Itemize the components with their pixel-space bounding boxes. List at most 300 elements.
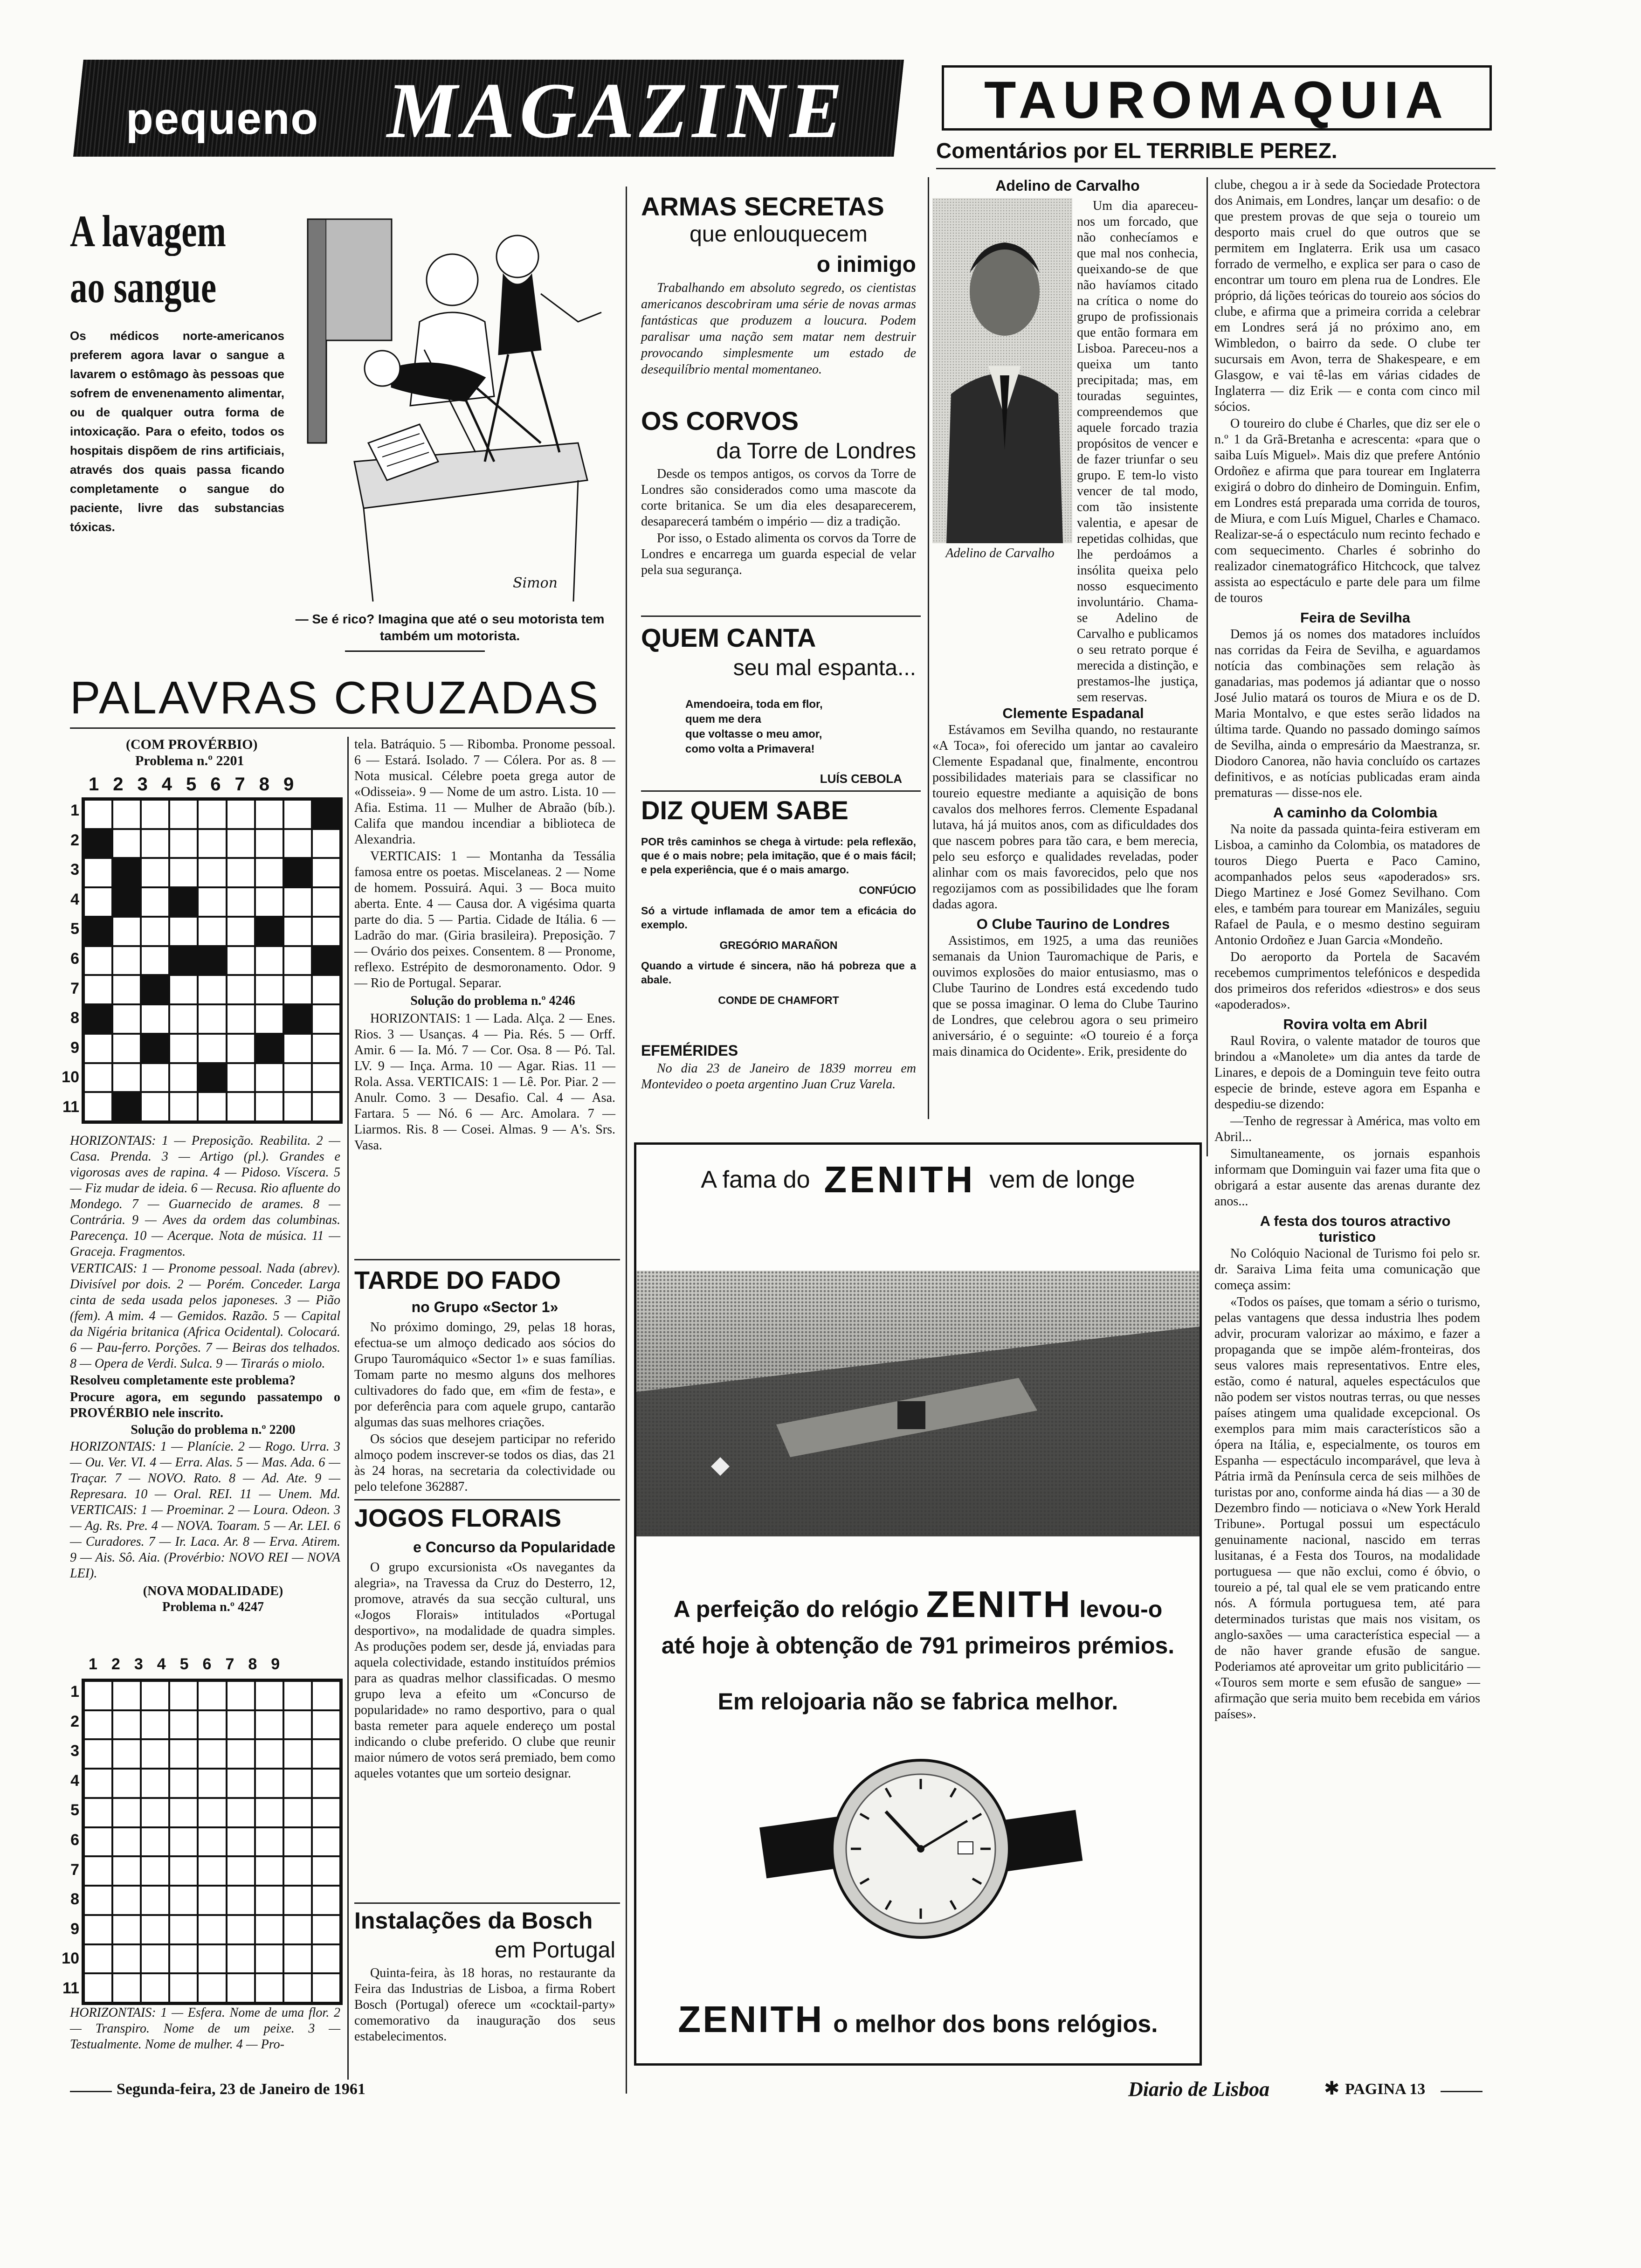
crossword-cell[interactable]: [141, 1973, 169, 2003]
crossword-cell[interactable]: [255, 829, 283, 858]
crossword-cell[interactable]: [141, 1944, 169, 1974]
crossword-cell: [141, 1034, 169, 1063]
tauro-col-a: [932, 702, 1198, 1154]
crossword-cell[interactable]: [112, 1710, 141, 1740]
crossword-cell[interactable]: [112, 975, 141, 1004]
zenith-ad[interactable]: [634, 1142, 1202, 2066]
crossword-cell[interactable]: [255, 1886, 283, 1915]
cartoon-signature: Simon: [513, 575, 558, 591]
crossword-cell[interactable]: [84, 1710, 112, 1740]
crossword-cell[interactable]: [198, 1769, 226, 1798]
crossword-cell[interactable]: [112, 1856, 141, 1886]
tauro-rule: [936, 168, 1496, 169]
adelino-text-cont: [932, 585, 1198, 697]
crossword-row-number: 7: [70, 1860, 79, 1879]
crossword-cell[interactable]: [112, 1681, 141, 1710]
crossword-cell[interactable]: [227, 1944, 255, 1974]
feira-head: Feira de Sevilha: [1300, 609, 1411, 626]
crossword-cell[interactable]: [312, 1886, 340, 1915]
crossword-cell[interactable]: [198, 829, 226, 858]
crossword-row-number: 11: [62, 1979, 79, 1997]
crossword-cell[interactable]: [227, 1856, 255, 1886]
p1-resolva: Resolveu completamente este problema?: [70, 1373, 296, 1388]
corvos-p1: Desde os tempos antigos, os corvos da Torre de Londres são considerados como uma mascote da corte britanica. Se um dia eles desaparecerem, desaparecerá também o império — diz a tradição.: [641, 467, 916, 529]
quemcanta-poem: [685, 697, 823, 757]
crossword-cell[interactable]: [169, 975, 198, 1004]
crossword-cell[interactable]: [84, 1034, 112, 1063]
crossword-cell[interactable]: [255, 1915, 283, 1944]
crossword-cell[interactable]: [84, 946, 112, 975]
crossword-cell[interactable]: [84, 800, 112, 829]
crossword-cell[interactable]: [169, 1092, 198, 1121]
crossword-cell[interactable]: [312, 1798, 340, 1827]
bosch-p1: Quinta-feira, às 18 horas, no restaurante da Feira das Industrias de Lisboa, a firma Robert Bosch (Portugal) oferece um «cocktail-party» comemorativo da inauguração dos seus estabelecimentos.: [354, 1966, 615, 2044]
crossword-cell[interactable]: [283, 946, 312, 975]
quemcanta-rule: [641, 615, 921, 617]
armas-p1: Trabalhando em absoluto segredo, os cientistas americanos descobriram uma série de novas armas fantásticas que produzem a loucura. Podem paralisar uma nação sem matar nem destruir provocando simplesmente um estado de desequilíbrio mental momentaneo.: [641, 281, 916, 377]
crossword-cell: [169, 887, 198, 917]
dizquem-rule: [641, 790, 921, 792]
zenith-photo: [636, 1271, 1200, 1536]
zenith-brand-bottom: ZENITH: [678, 1998, 824, 2040]
crossword-cell[interactable]: [227, 1004, 255, 1034]
crossword-cell[interactable]: [312, 887, 340, 917]
crossword-cell[interactable]: [112, 1915, 141, 1944]
crossword-cell[interactable]: [141, 1681, 169, 1710]
crossword-cell[interactable]: [84, 887, 112, 917]
crossword-cell[interactable]: [198, 1004, 226, 1034]
crossword-cell[interactable]: [198, 975, 226, 1004]
armas-title: ARMAS SECRETAS: [641, 192, 884, 221]
zenith-line2: até hoje à obtenção de 791 primeiros prémios.: [661, 1632, 1175, 1659]
crossword-cell[interactable]: [312, 1710, 340, 1740]
fado-text: [354, 1320, 615, 1497]
crossword-cell[interactable]: [112, 946, 141, 975]
crossword-cell[interactable]: [198, 1798, 226, 1827]
crossword-cell[interactable]: [198, 1827, 226, 1857]
crossword-cell: [84, 1004, 112, 1034]
cruzadas-right-col: [354, 737, 615, 1250]
crossword-cell[interactable]: [283, 1915, 312, 1944]
crossword-cell[interactable]: [112, 1769, 141, 1798]
crossword-cell[interactable]: [255, 1710, 283, 1740]
cruzadas-title: PALAVRAS CRUZADAS: [70, 672, 600, 723]
crossword-cell[interactable]: [84, 1063, 112, 1093]
zenith-watch: [762, 1751, 1079, 1947]
footer-date: Segunda-feira, 23 de Janeiro de 1961: [117, 2081, 365, 2098]
crossword-cell[interactable]: [169, 1798, 198, 1827]
corvos-p2: Por isso, o Estado alimenta os corvos da Torre de Londres e encarrega um guarda especial de velar pela sua segurança.: [641, 531, 916, 577]
sol-2200: HORIZONTAIS: 1 — Planície. 2 — Rogo. Urra. 3 — Ou. Ver. VI. 4 — Erra. Alas. 5 — Mas. Ada. 6 — Traçar. 7 — NOVO. Rato. 8 — Ad. Ate. 9 — Represara. 10 — Oral. REI. 11 — Unem. Md. VERTICAIS: 1 — Proeminar. 2 — Loura. Odeon. 3 — Ag. Rs. Pre. 4 — NOVA. Toaram. 5 — Ar. LEI. 6 — Curadores. 7 — Ir. Laca. Ar. 8 — Erva. Atirem. 9 — Ais. Sô. Aia. (Provérbio: NOVO REI — NOVA LEI).: [70, 1439, 340, 1581]
corvos-sub: da Torre de Londres: [716, 439, 916, 463]
p1-col-numbers: 123456789: [89, 774, 308, 795]
crossword-row-number: 5: [70, 920, 79, 938]
crossword-cell[interactable]: [198, 1944, 226, 1974]
crossword-cell[interactable]: [112, 1798, 141, 1827]
crossword-cell[interactable]: [227, 1886, 255, 1915]
colombia-p1: Na noite da passada quinta-feira estiveram em Lisboa, a caminho da Colombia, os matadores de touros Diego Puerta e Paco Camino, acompanhados pelos seus «apoderados» srs. Diego Martinez e José Gomez Sevilhano. Com eles, e também para tourear em Manizáles, seguiu Rafael de Paula, e o mesmo destino seguiram Antonio Ordoñez e Juan Garcia «Mondeño.: [1214, 822, 1480, 947]
crossword-cell[interactable]: [169, 1915, 198, 1944]
crossword-cell[interactable]: [312, 917, 340, 946]
crossword-cell[interactable]: [141, 800, 169, 829]
crossword-cell[interactable]: [227, 1710, 255, 1740]
crossword-cell[interactable]: [255, 1739, 283, 1769]
crossword-cell[interactable]: [198, 1886, 226, 1915]
zenith-brand-mid: ZENITH: [926, 1583, 1072, 1625]
crossword-cell[interactable]: [198, 1973, 226, 2003]
crossword-cell[interactable]: [312, 1034, 340, 1063]
crossword-cell[interactable]: [227, 1034, 255, 1063]
crossword-cell: [283, 1004, 312, 1034]
masthead-magazine: MAGAZINE: [387, 67, 847, 154]
crossword-cell[interactable]: [112, 1886, 141, 1915]
crossword-cell[interactable]: [84, 1856, 112, 1886]
crossword-row-number: 8: [70, 1890, 79, 1908]
crossword-row-number: 1: [70, 1683, 79, 1701]
crossword-cell[interactable]: [227, 917, 255, 946]
crossword-cell[interactable]: [169, 1944, 198, 1974]
crossword-cell[interactable]: [255, 887, 283, 917]
crossword-cell[interactable]: [169, 1827, 198, 1857]
dizquem-a2: GREGÓRIO MARAÑON: [719, 939, 838, 951]
crossword-row-number: 6: [70, 1831, 79, 1849]
crossword-grid-2[interactable]: [82, 1679, 343, 2005]
crossword-cell[interactable]: [227, 1798, 255, 1827]
tauro-byline: Comentários por EL TERRIBLE PEREZ.: [936, 138, 1338, 163]
p1-vert: VERTICAIS: 1 — Pronome pessoal. Nada (abrev). Divisível por dois. 2 — Porém. Conceder. Larga cinta de seda usada pelos japoneses. 3 — Pião (fem). A mim. 4 — Gemidos. Razão. 5 — Capital da Nigéria britanica (Africa Ocidental). Colocará. 6 — Pau-ferro. Porções. 7 — Beiras dos telhados. 8 — Opera de Verdi. Sulca. 9 — Tirarás o miolo.: [70, 1261, 340, 1371]
crossword-cell[interactable]: [255, 1063, 283, 1093]
crossword-cell[interactable]: [169, 800, 198, 829]
crossword-cell[interactable]: [227, 1915, 255, 1944]
crossword-cell[interactable]: [227, 887, 255, 917]
crossword-cell[interactable]: [198, 1034, 226, 1063]
poem-line-4: como volta a Primavera!: [685, 743, 815, 755]
crossword-cell[interactable]: [312, 1973, 340, 2003]
crossword-cell[interactable]: [255, 800, 283, 829]
sol-2200-head: Solução do problema n.º 2200: [131, 1423, 296, 1437]
crossword-cell[interactable]: [141, 858, 169, 887]
crossword-cell[interactable]: [312, 975, 340, 1004]
crossword-cell[interactable]: [198, 1092, 226, 1121]
crossword-cell[interactable]: [227, 800, 255, 829]
crossword-cell[interactable]: [255, 1798, 283, 1827]
crossword-cell[interactable]: [169, 1886, 198, 1915]
festa-p2: «Todos os países, que tomam a sério o turismo, pelas vantagens que dessa industria lhes podem advir, procuram valorizar ao máximo, e fazer a propaganda que se impõe além-fronteiras, dos seus valores mais representativos. Entre eles, estão, como é natural, aqueles espectáculos que não podem ser vistos noutras terras, ou que nesses países atingem uma qualidade excepcional. Os exemplos para mim mais característicos são a ópera na Itália, e, especialmente, os touros em Espanha — espectáculo incomparável, que leva à Pátria irmã da Península cerca de seis milhões de turistas por ano, conforme ainda há dias — a 30 de Dezembro findo — noticiava o «New York Herald Tribune». Portugal possui um espectáculo genuinamente nacional, nascido em terras lusitanas, é a Festa dos Touros, na modalidade portuguesa — que não exclui, como é óbvio, o toureio a pé, tal qual ele se vem praticando entre nós. A fórmula portuguesa tem, até para determinados turistas que mais nos visitam, os anglo-saxões — uma característica especial — a de não haver grande efusão de sangue. Poderiamos até aproveitar um grito publicitário — «Touros sem morte e sem efusão de sangue» — afirmação que seria muito bem recebida em vários países».: [1214, 1295, 1480, 1722]
jogos-title: JOGOS FLORAIS: [354, 1504, 562, 1532]
fado-rule: [354, 1259, 620, 1260]
adelino-p1: Um dia apareceu-nos um forcado, que não conhecíamos e que mal nos conhecia, queixando-se de que não havíamos citado na crítica o nome do grupo de profissionais que então formara em Lisboa. Pareceu-nos a queixa um tanto precipitada; mas, em touradas seguintes, compreendemos que aquele forcado trazia propósitos de vencer e de fazer triunfar o seu grupo. E tem-lo visto vencer de tal modo, com tão insistente valentia, e apesar de repetidas colhidas, que lhe perdoámos a insólita queixa pelo nosso esquecimento involuntário. Chama-se Adelino de Carvalho e publicamos o seu retrato porque é merecida a distinção, e prestamos-lhe justiça, sem reservas.: [1077, 199, 1198, 705]
p2-horiz: HORIZONTAIS: 1 — Esfera. Nome de uma flor. 2 — Transpiro. Nome de um peixe. 3 — Testualmente. Nome de mulher. 4 — Pro-: [70, 2005, 340, 2052]
dizquem-q3: Quando a virtude é sincera, não há pobreza que a abale.: [641, 960, 916, 986]
crossword-cell: [112, 887, 141, 917]
zenith-line1b: levou-o: [1079, 1596, 1163, 1622]
crossword-cell[interactable]: [283, 1944, 312, 1974]
crossword-cell[interactable]: [169, 1063, 198, 1093]
crossword-cell[interactable]: [198, 1856, 226, 1886]
crossword-cell[interactable]: [84, 858, 112, 887]
crossword-cell[interactable]: [283, 1681, 312, 1710]
crossword-cell[interactable]: [84, 1092, 112, 1121]
crossword-cell[interactable]: [283, 800, 312, 829]
colombia-p2: Do aeroporto da Portela de Sacavém recebemos cumprimentos telefónicos e despedida dos primeiros dos referidos «diestros» e dos seus «apoderados».: [1214, 950, 1480, 1012]
crossword-cell[interactable]: [141, 917, 169, 946]
crossword-cell[interactable]: [312, 1063, 340, 1093]
crossword-cell[interactable]: [84, 1827, 112, 1857]
crossword-cell[interactable]: [255, 1004, 283, 1034]
crossword-cell[interactable]: [312, 1827, 340, 1857]
crossword-cell[interactable]: [141, 1886, 169, 1915]
crossword-cell[interactable]: [283, 1063, 312, 1093]
crossword-cell: [198, 1063, 226, 1093]
corvos-text: [641, 466, 916, 615]
crossword-cell[interactable]: [169, 1973, 198, 2003]
crossword-cell: [141, 975, 169, 1004]
crossword-cell[interactable]: [141, 1856, 169, 1886]
p2-col2: tela. Batráquio. 5 — Ribomba. Pronome pessoal. 6 — Estará. Isolado. 7 — Cólera. Por as. 8 — Nota musical. Célebre poeta grega autor de «Odisseia». 9 — Nome de um astro. Lista. 10 — Afia. Estima. 11 — Mulher de Abraão (bíb.). Califa que mandou incendiar a biblioteca de Alexandria.: [354, 737, 615, 847]
crossword-cell: [312, 800, 340, 829]
crossword-cell[interactable]: [169, 1681, 198, 1710]
crossword-cell[interactable]: [112, 1973, 141, 2003]
crossword-cell[interactable]: [312, 1856, 340, 1886]
dizquem-text: [641, 835, 916, 1058]
crossword-cell[interactable]: [312, 1739, 340, 1769]
crossword-cell[interactable]: [169, 1034, 198, 1063]
crossword-cell[interactable]: [283, 1886, 312, 1915]
crossword-cell[interactable]: [169, 1004, 198, 1034]
col3-p2: O toureiro do clube é Charles, que diz ser ele o n.º 1 da Grã-Bretanha e acrescenta: «para que o saiba Luís Miguel». Mais diz que prefere António Ordoñez e afirma que para tourear em Inglaterra exigirá o dobro do dinheiro de Dominguin. Enfim, em Londres está preparada uma corrida de touros, de Miura, e com Luís Miguel, Charles e Chamaco. Realizar-se-á o espectáculo num recinto fechado e com sequecimento. Charles é sobrinho do realizador cinematográfico Hitchcock, que talvez assista ao espectáculo e parte dele para um filme de touros: [1214, 416, 1480, 605]
crossword-cell[interactable]: [141, 1798, 169, 1827]
crossword-cell[interactable]: [198, 887, 226, 917]
crossword-row-number: 1: [70, 802, 79, 819]
crossword-cell[interactable]: [84, 1915, 112, 1944]
adelino-photo: [932, 198, 1072, 543]
footer-star: ✱: [1324, 2078, 1340, 2099]
footer-page: PAGINA 13: [1345, 2081, 1426, 2098]
poem-line-1: Amendoeira, toda em flor,: [685, 698, 823, 711]
crossword-cell[interactable]: [84, 1973, 112, 2003]
crossword-cell[interactable]: [169, 1739, 198, 1769]
crossword-cell[interactable]: [227, 829, 255, 858]
crossword-cell[interactable]: [312, 1944, 340, 1974]
sol-4246-head: Solução do problema n.º 4246: [410, 994, 575, 1008]
p1-num: Problema n.º 2201: [135, 753, 244, 768]
fado-p2: Os sócios que desejem participar no referido almoço podem inscrever-se todos os dias, das 21 às 24 horas, na secretaria da colectividade ou pelo telefone 362887.: [354, 1432, 615, 1494]
rovira-p2: —Tenho de regressar à América, mas volto em Abril...: [1214, 1114, 1480, 1144]
crossword-cell[interactable]: [227, 946, 255, 975]
crossword-cell[interactable]: [198, 1681, 226, 1710]
crossword-cell[interactable]: [227, 1827, 255, 1857]
zenith-line3: Em relojoaria não se fabrica melhor.: [717, 1688, 1118, 1715]
crossword-cell[interactable]: [169, 1769, 198, 1798]
crossword-cell[interactable]: [227, 858, 255, 887]
crossword-cell: [84, 917, 112, 946]
fado-sub: no Grupo «Sector 1»: [411, 1299, 558, 1315]
crossword-cell[interactable]: [255, 1944, 283, 1974]
crossword-cell[interactable]: [141, 1063, 169, 1093]
masthead-pequeno: pequeno: [126, 94, 319, 144]
crossword-cell[interactable]: [84, 1944, 112, 1974]
crossword-row-number: 7: [70, 979, 79, 997]
crossword-cell[interactable]: [141, 829, 169, 858]
crossword-cell[interactable]: [283, 1856, 312, 1886]
crossword-cell[interactable]: [227, 975, 255, 1004]
crossword-cell: [169, 946, 198, 975]
zenith-line1a: A perfeição do relógio: [673, 1596, 919, 1622]
poem-line-2: quem me dera: [685, 713, 761, 726]
crossword-cell[interactable]: [112, 1063, 141, 1093]
col-rule-2: [928, 177, 929, 1119]
crossword-cell[interactable]: [198, 858, 226, 887]
jogos-text: [354, 1560, 615, 1853]
crossword-cell[interactable]: [112, 1944, 141, 1974]
crossword-cell[interactable]: [283, 1973, 312, 2003]
crossword-cell[interactable]: [283, 1739, 312, 1769]
crossword-cell[interactable]: [312, 1004, 340, 1034]
crossword-cell: [198, 946, 226, 975]
crossword-cell[interactable]: [141, 1004, 169, 1034]
adelino-head: Adelino de Carvalho: [995, 177, 1140, 194]
crossword-cell: [312, 946, 340, 975]
crossword-cell[interactable]: [312, 1769, 340, 1798]
quemcanta-sub: seu mal espanta...: [733, 656, 916, 680]
p1-procure: Procure agora, em segundo passatempo o PROVÉRBIO nele inscrito.: [70, 1390, 340, 1420]
crossword-cell[interactable]: [283, 1798, 312, 1827]
quemcanta-title: QUEM CANTA: [641, 623, 816, 652]
crossword-cell[interactable]: [312, 1092, 340, 1121]
crossword-cell[interactable]: [312, 1915, 340, 1944]
efemerides-text: [641, 1061, 916, 1112]
crossword-row-number: 10: [62, 1950, 79, 1968]
crossword-cell[interactable]: [312, 858, 340, 887]
col-rule-1: [626, 187, 627, 2094]
crossword-cell[interactable]: [169, 1710, 198, 1740]
crossword-cell[interactable]: [255, 1856, 283, 1886]
crossword-cell[interactable]: [283, 1710, 312, 1740]
crossword-cell[interactable]: [255, 1769, 283, 1798]
corvos-title: OS CORVOS: [641, 406, 799, 436]
crossword-cell[interactable]: [198, 1739, 226, 1769]
crossword-cell[interactable]: [255, 975, 283, 1004]
crossword-cell[interactable]: [227, 1973, 255, 2003]
crossword-cell[interactable]: [312, 829, 340, 858]
crossword-cell[interactable]: [227, 1769, 255, 1798]
footer-paper: Diario de Lisboa: [1128, 2078, 1270, 2101]
crossword-cell[interactable]: [198, 917, 226, 946]
crossword-cell[interactable]: [283, 1092, 312, 1121]
crossword-cell[interactable]: [198, 800, 226, 829]
crossword-cell[interactable]: [227, 1063, 255, 1093]
efemerides-p1: No dia 23 de Janeiro de 1839 morreu em Montevideo o poeta argentino Juan Cruz Varela.: [641, 1061, 916, 1092]
crossword-cell: [283, 858, 312, 887]
crossword-cell[interactable]: [312, 1681, 340, 1710]
crossword-cell[interactable]: [283, 829, 312, 858]
crossword-cell[interactable]: [198, 1915, 226, 1944]
fado-p1: No próximo domingo, 29, pelas 18 horas, efectua-se um almoço dedicado aos sócios do Grupo Tauromáquico «Sector 1» e suas famílias. Tomam parte no mesmo alguns dos melhores cultivadores do fado que, em «fim de festa», e por deferência para com aquele grupo, cantarão algumas das suas melhores criações.: [354, 1320, 615, 1430]
p2-col2b: VERTICAIS: 1 — Montanha da Tessália famosa entre os poetas. Miscelaneas. 2 — Nome de homem. Possuirá. Aqui. 3 — Boca muito aberta. Ente. 4 — Causa dor. A vigésima quarta parte do dia. 5 — Partia. Cidade de Itália. 6 — Ladrão do mar. (Giria brasileira). Preposição. 7 — Ovário dos peixes. Consentem. 8 — Pronome, reflexo. Estrépito de desmoronamento. Odor. 9 — Rio de Portugal. Separar.: [354, 849, 615, 990]
crossword-cell[interactable]: [227, 1739, 255, 1769]
crossword-cell[interactable]: [112, 917, 141, 946]
crossword-row-number: 2: [70, 1712, 79, 1730]
crossword-cell[interactable]: [169, 1856, 198, 1886]
bosch-sub: em Portugal: [495, 1938, 615, 1963]
cartoon-bullet: [345, 650, 485, 656]
crossword-cell[interactable]: [283, 1827, 312, 1857]
crossword-cell[interactable]: [84, 1798, 112, 1827]
crossword-cell[interactable]: [112, 1739, 141, 1769]
crossword-cell[interactable]: [112, 829, 141, 858]
bosch-rule: [354, 1902, 620, 1904]
armas-sub-2: o inimigo: [816, 252, 916, 277]
crossword-cell[interactable]: [255, 1681, 283, 1710]
bosch-title: Instalações da Bosch: [354, 1908, 593, 1934]
p1-horiz: HORIZONTAIS: 1 — Preposição. Reabilita. 2 — Casa. Prenda. 3 — Artigo (pl.). Grandes e vigorosas aves de rapina. 4 — Pidoso. Víscera. 5 — Fiz mudar de ideia. 6 — Recusa. Rio afluente do Mondego. 7 — Guarnecido de arames. 8 — Contrária. 9 — Aves da ordem das columbinas. Parecença. 10 — Acerque. Nota de música. 11 — Graceja. Fragmentos.: [70, 1134, 340, 1259]
crossword-cell[interactable]: [141, 1915, 169, 1944]
p2-col-numbers: 123456789: [89, 1655, 294, 1673]
jogos-sub: e Concurso da Popularidade: [413, 1539, 615, 1556]
crossword-row-number: 10: [62, 1068, 79, 1086]
crossword-cell[interactable]: [283, 1034, 312, 1063]
colombia-head: A caminho da Colombia: [1273, 804, 1437, 821]
rovira-head: Rovira volta em Abril: [1283, 1016, 1427, 1032]
crossword-cell[interactable]: [112, 1827, 141, 1857]
crossword-cell[interactable]: [255, 946, 283, 975]
crossword-cell[interactable]: [255, 1827, 283, 1857]
crossword-cell: [255, 1034, 283, 1063]
crossword-cell[interactable]: [198, 1710, 226, 1740]
dizquem-q2: Só a virtude inflamada de amor tem a eficácia do exemplo.: [641, 905, 916, 931]
crossword-cell[interactable]: [141, 1739, 169, 1769]
crossword-cell[interactable]: [84, 1769, 112, 1798]
crossword-cell[interactable]: [227, 1092, 255, 1121]
crossword-cell[interactable]: [283, 917, 312, 946]
clube-p1: Assistimos, em 1925, a uma das reuniões semanais da Union Tauromachique de Paris, e ouvimos explosões do maior entusiasmo, mas o Clube Taurino de Londres está excedendo tudo que se possa imaginar. O lema do Clube Taurino de Londres, que celebrou agora o seu primeiro aniversário, é o seguinte: «O toureio é a força mais dinamica do Ocidente». Erik, presidente do: [932, 933, 1198, 1059]
crossword-cell[interactable]: [141, 1827, 169, 1857]
crossword-row-number: 3: [70, 1742, 79, 1760]
crossword-cell[interactable]: [169, 829, 198, 858]
crossword-cell[interactable]: [112, 1004, 141, 1034]
crossword-cell[interactable]: [84, 1886, 112, 1915]
tauro-col-b: [1214, 177, 1480, 2070]
crossword-cell[interactable]: [141, 946, 169, 975]
crossword-cell[interactable]: [141, 887, 169, 917]
crossword-cell[interactable]: [84, 1681, 112, 1710]
cruzadas-rule: [70, 727, 615, 729]
crossword-cell[interactable]: [255, 1973, 283, 2003]
crossword-cell[interactable]: [112, 1034, 141, 1063]
crossword-grid-1[interactable]: [82, 797, 343, 1124]
crossword-cell[interactable]: [283, 1769, 312, 1798]
crossword-cell[interactable]: [141, 1769, 169, 1798]
crossword-row-number: 9: [70, 1920, 79, 1938]
crossword-row-number: 4: [70, 890, 79, 908]
crossword-cell[interactable]: [141, 1710, 169, 1740]
crossword-cell[interactable]: [141, 1092, 169, 1121]
crossword-cell[interactable]: [169, 858, 198, 887]
festa-p1: No Colóquio Nacional de Turismo foi pelo sr. dr. Saraiva Lima feita uma comunicação que começa assim:: [1214, 1246, 1480, 1293]
jogos-p1: O grupo excursionista «Os navegantes da alegria», na Travessa da Cruz do Desterro, 12, promove, através da sua secção cultural, uns «Jogos Florais» intitulados «Portugal desportivo», na modalidade de quadra simples. As produções podem ser, desde já, enviadas para aquela colectividade, estando instituídos prémios para as quadras melhor classificadas. O mesmo grupo leva a efeito um «Concurso de popularidade» no ramo desportivo, para o qual basta remeter para aquele endereço um postal indicando o clube preferido. O clube que reunir maior número de votos será premiado, bem como aqueles votantes que um sorteio designar.: [354, 1560, 615, 1781]
crossword-cell[interactable]: [227, 1681, 255, 1710]
crossword-cell[interactable]: [112, 800, 141, 829]
crossword-cell[interactable]: [84, 975, 112, 1004]
dizquem-q1: POR três caminhos se chega à virtude: pela reflexão, que é o mais nobre; pela imitação, que é o mais fácil; e pela experiência, que é o mais amargo.: [641, 836, 916, 876]
crossword-cell[interactable]: [169, 917, 198, 946]
crossword-cell[interactable]: [283, 887, 312, 917]
crossword-row-number: 2: [70, 831, 79, 849]
crossword-cell[interactable]: [255, 1092, 283, 1121]
crossword-cell[interactable]: [84, 1739, 112, 1769]
crossword-cell[interactable]: [283, 975, 312, 1004]
crossword-cell[interactable]: [255, 858, 283, 887]
